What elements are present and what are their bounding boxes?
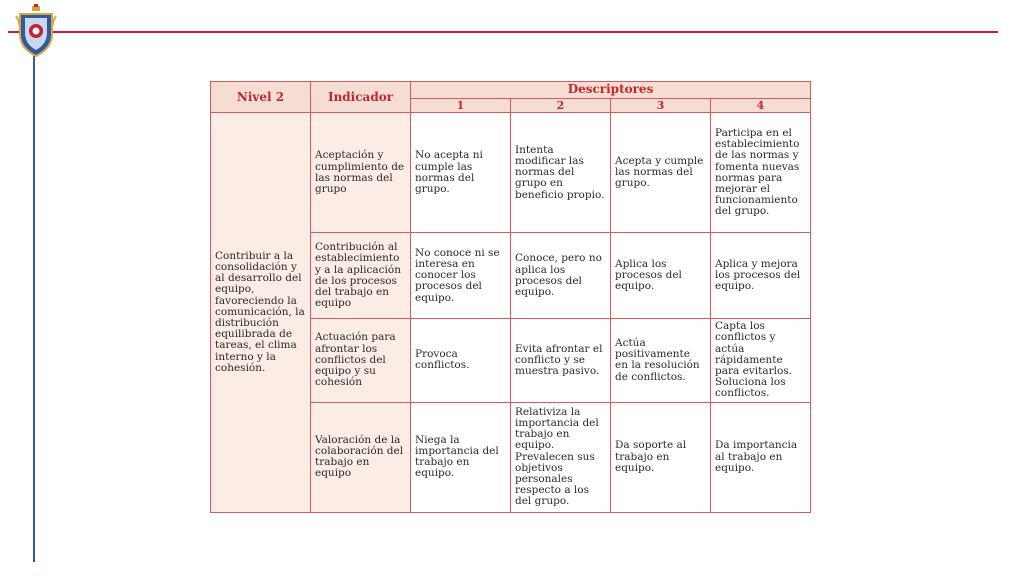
- descriptor-cell: Acepta y cumple las normas del grupo.: [611, 113, 711, 233]
- header-indicador: Indicador: [311, 82, 411, 113]
- descriptor-cell: Conoce, pero no aplica los procesos del equipo.: [511, 233, 611, 319]
- descriptor-cell: Evita afrontar el conflicto y se muestra pasivo.: [511, 319, 611, 402]
- descriptor-cell: Niega la importancia del trabajo en equipo.: [411, 402, 511, 512]
- header-nivel: Nivel 2: [211, 82, 311, 113]
- table-row: [211, 113, 811, 233]
- indicator-cell: Aceptación y cumplimiento de las normas del grupo: [311, 113, 411, 233]
- descriptor-cell: Participa en el establecimiento de las normas y fomenta nuevas normas para mejorar el funcionamiento del grupo.: [711, 113, 811, 233]
- descriptor-cell: No acepta ni cumple las normas del grupo.: [411, 113, 511, 233]
- header-descriptores: Descriptores: [411, 82, 811, 99]
- descriptor-cell: Da soporte al trabajo en equipo.: [611, 402, 711, 512]
- header-descriptor-3: 3: [611, 99, 711, 113]
- descriptor-cell: No conoce ni se interesa en conocer los procesos del equipo.: [411, 233, 511, 319]
- evaluation-rubric-table: [210, 81, 811, 513]
- descriptor-cell: Aplica y mejora los procesos del equipo.: [711, 233, 811, 319]
- header-descriptor-1: 1: [411, 99, 511, 113]
- header-descriptor-2: 2: [511, 99, 611, 113]
- descriptor-cell: Actúa positivamente en la resolución de conflictos.: [611, 319, 711, 402]
- indicator-cell: Valoración de la colaboración del trabajo en equipo: [311, 402, 411, 512]
- descriptor-cell: Capta los conflictos y actúa rápidamente para evitarlos. Soluciona los conflictos.: [711, 319, 811, 402]
- descriptor-cell: Da importancia al trabajo en equipo.: [711, 402, 811, 512]
- level-description: Contribuir a la consolidación y al desarrollo del equipo, favoreciendo la comunicación, la distribución equilibrada de tareas, el clima interno y la cohesión.: [211, 113, 311, 512]
- left-blue-rule: [33, 40, 35, 562]
- shield-crest-icon: [14, 4, 58, 58]
- descriptor-cell: Relativiza la importancia del trabajo en equipo. Prevalecen sus objetivos personales respecto a los del grupo.: [511, 402, 611, 512]
- descriptor-cell: Aplica los procesos del equipo.: [611, 233, 711, 319]
- indicator-cell: Contribución al establecimiento y a la aplicación de los procesos del trabajo en equipo: [311, 233, 411, 319]
- header-descriptor-4: 4: [711, 99, 811, 113]
- indicator-cell: Actuación para afrontar los conflictos del equipo y su cohesión: [311, 319, 411, 402]
- descriptor-cell: Provoca conflictos.: [411, 319, 511, 402]
- top-red-rule: [8, 31, 998, 33]
- descriptor-cell: Intenta modificar las normas del grupo en beneficio propio.: [511, 113, 611, 233]
